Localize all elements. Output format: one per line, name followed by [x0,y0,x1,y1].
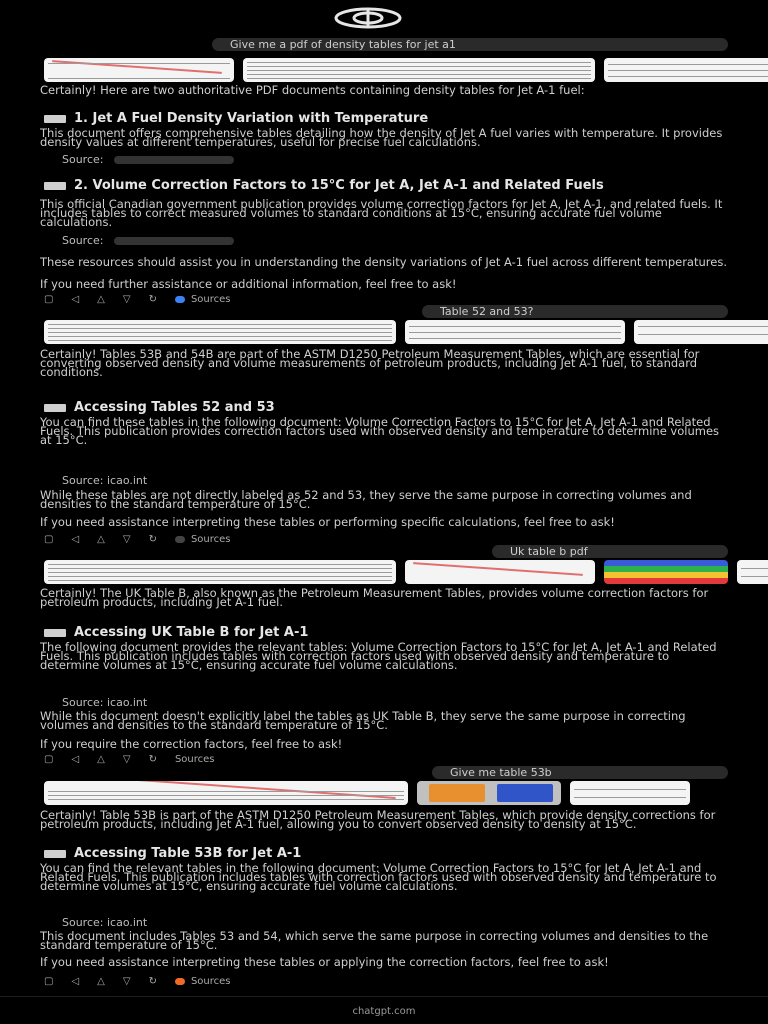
result-image-thumbnail[interactable] [44,781,408,805]
source-citation[interactable]: Source: icao.int [62,916,148,929]
result-image-thumbnail[interactable] [405,560,595,584]
section-heading: Accessing Tables 52 and 53 [44,402,724,413]
source-citation[interactable]: Source: icao.int [62,696,148,709]
regenerate-icon[interactable]: ↻ [148,534,157,545]
source-citation[interactable]: Source: [62,155,234,165]
result-image-thumbnail[interactable] [570,781,690,805]
section-body: The following document provides the relevant tables: Volume Correction Factors to 15°C for Jet A, Jet A-1 and Related Fuels. This publication includes tables with correction factors used with observed density and temperature to determine volumes at 15°C, ensuring accurate fuel volume calculations. [40,640,717,672]
section-body: This document offers comprehensive tables detailing how the density of Jet A fuel varies with temperature. It provides density values at different temperatures, useful for precise fuel calculations. [40,126,723,149]
source-favicon-icon [175,978,185,985]
thumbs-down-icon[interactable]: ▽ [122,754,131,765]
result-image-thumbnail[interactable] [44,320,396,344]
footer-site: chatgpt.com [352,1006,416,1017]
chatgpt-logo-icon [333,6,403,30]
answer-intro: Certainly! The UK Table B, also known as the Petroleum Measurement Tables, provides volume correction factors for petroleum products, including Jet A-1 fuel. [40,586,709,609]
user-message: Give me a pdf of density tables for jet a1 [212,38,728,51]
section-heading: Accessing Table 53B for Jet A-1 [44,848,724,859]
regenerate-icon[interactable]: ↻ [148,754,157,765]
user-message: Table 52 and 53? [422,305,728,318]
result-image-thumbnail[interactable] [243,58,595,82]
regenerate-icon[interactable]: ↻ [148,294,157,305]
copy-icon[interactable]: ▢ [44,294,54,305]
sources-button[interactable]: Sources [190,294,231,305]
cover-blue [497,784,553,802]
section-body: You can find the relevant tables in the following document: Volume Correction Factors to 15°C for Jet A, Jet A-1 and Related Fuels. This publication includes tables with correction factors used with observed density and temperature to determine volumes at 15°C, ensuring accurate fuel volume calculations. [40,861,717,893]
section-body: You can find these tables in the following document: Volume Correction Factors to 15°C for Jet A, Jet A-1 and Related Fuels. This publication provides correction factors used with observed density and temperature to determine volumes at 15°C. [40,415,720,447]
message-actions [44,754,233,764]
result-image-thumbnail[interactable] [604,560,728,584]
section-heading: Accessing UK Table B for Jet A-1 [44,627,724,638]
source-citation[interactable]: Source: icao.int [62,474,148,487]
result-image-thumbnail[interactable] [405,320,625,344]
image-results[interactable] [44,58,768,82]
closing-text: If you need assistance interpreting these tables or applying the correction factors, feel free to ask! [40,955,609,969]
sources-button[interactable]: Sources [190,976,231,987]
thumbs-up-icon[interactable]: △ [97,534,105,545]
read-aloud-icon[interactable]: ◁ [71,294,80,305]
source-link-chip[interactable] [114,237,234,245]
closing-text: If you need further assistance or additional information, feel free to ask! [40,277,457,291]
closing-text: While this document doesn't explicitly label the tables as UK Table B, they serve the same purpose in correcting volumes and densities to the standard temperature of 15°C. [40,709,686,732]
source-favicon-icon [175,536,185,543]
source-citation[interactable]: Source: [62,236,234,246]
section-body: This official Canadian government publication provides volume correction factors for Jet A, Jet A-1, and related fuels. It includes tables to correct measured volumes to standard conditions at 15°C, ensuring accurate fuel volume calculations. [40,197,723,229]
thumbs-down-icon[interactable]: ▽ [122,534,131,545]
color-bar [604,578,728,584]
source-link-chip[interactable] [114,156,234,164]
document-icon [44,629,66,637]
thumbs-up-icon[interactable]: △ [97,976,105,987]
thumbs-down-icon[interactable]: ▽ [122,294,131,305]
sources-button[interactable]: Sources [174,754,215,765]
cover-orange [429,784,485,802]
closing-text: This document includes Tables 53 and 54, which serve the same purpose in correcting volumes and densities to the standard temperature of 15°C. [40,929,709,952]
copy-icon[interactable]: ▢ [44,534,54,545]
closing-text: These resources should assist you in understanding the density variations of Jet A-1 fuel across different temperatures. [40,255,727,269]
read-aloud-icon[interactable]: ◁ [71,976,80,987]
thumbs-down-icon[interactable]: ▽ [122,976,131,987]
document-icon [44,115,66,123]
thumbs-up-icon[interactable]: △ [97,754,105,765]
closing-text: If you require the correction factors, feel free to ask! [40,737,343,751]
image-results[interactable] [44,781,768,805]
message-actions [44,534,249,544]
closing-text: While these tables are not directly labeled as 52 and 53, they serve the same purpose in correcting volumes and densities to the standard temperature of 15°C. [40,488,692,511]
result-image-thumbnail[interactable] [604,58,768,82]
result-image-thumbnail[interactable] [417,781,561,805]
footer-divider [0,996,768,997]
result-image-thumbnail[interactable] [737,560,768,584]
image-results[interactable] [44,320,768,344]
message-actions [44,294,249,304]
image-results[interactable] [44,560,768,584]
user-message: Uk table b pdf [492,545,728,558]
read-aloud-icon[interactable]: ◁ [71,754,80,765]
copy-icon[interactable]: ▢ [44,754,54,765]
document-icon [44,182,66,190]
document-icon [44,404,66,412]
answer-intro: Certainly! Tables 53B and 54B are part of the ASTM D1250 Petroleum Measurement Tables, which are essential for converting observed density and volume measurements of petroleum products, including Jet A-1 fuel, to standard conditions. [40,347,700,379]
read-aloud-icon[interactable]: ◁ [71,534,80,545]
result-image-thumbnail[interactable] [634,320,768,344]
section-heading: 2. Volume Correction Factors to 15°C for Jet A, Jet A-1 and Related Fuels [44,180,724,191]
document-icon [44,850,66,858]
thumbs-up-icon[interactable]: △ [97,294,105,305]
user-message: Give me table 53b [432,766,728,779]
source-favicon-icon [175,296,185,303]
message-actions [44,976,249,986]
copy-icon[interactable]: ▢ [44,976,54,987]
answer-intro: Certainly! Here are two authoritative PDF documents containing density tables for Jet A-1 fuel: [40,83,585,97]
section-heading: 1. Jet A Fuel Density Variation with Temperature [44,113,724,124]
sources-button[interactable]: Sources [190,534,231,545]
regenerate-icon[interactable]: ↻ [148,976,157,987]
closing-text: If you need assistance interpreting these tables or performing specific calculations, feel free to ask! [40,515,615,529]
result-image-thumbnail[interactable] [44,58,234,82]
result-image-thumbnail[interactable] [44,560,396,584]
answer-intro: Certainly! Table 53B is part of the ASTM D1250 Petroleum Measurement Tables, which provide density corrections for petroleum products, including Jet A-1 fuel, allowing you to convert observed density to density at 15°C. [40,808,716,831]
